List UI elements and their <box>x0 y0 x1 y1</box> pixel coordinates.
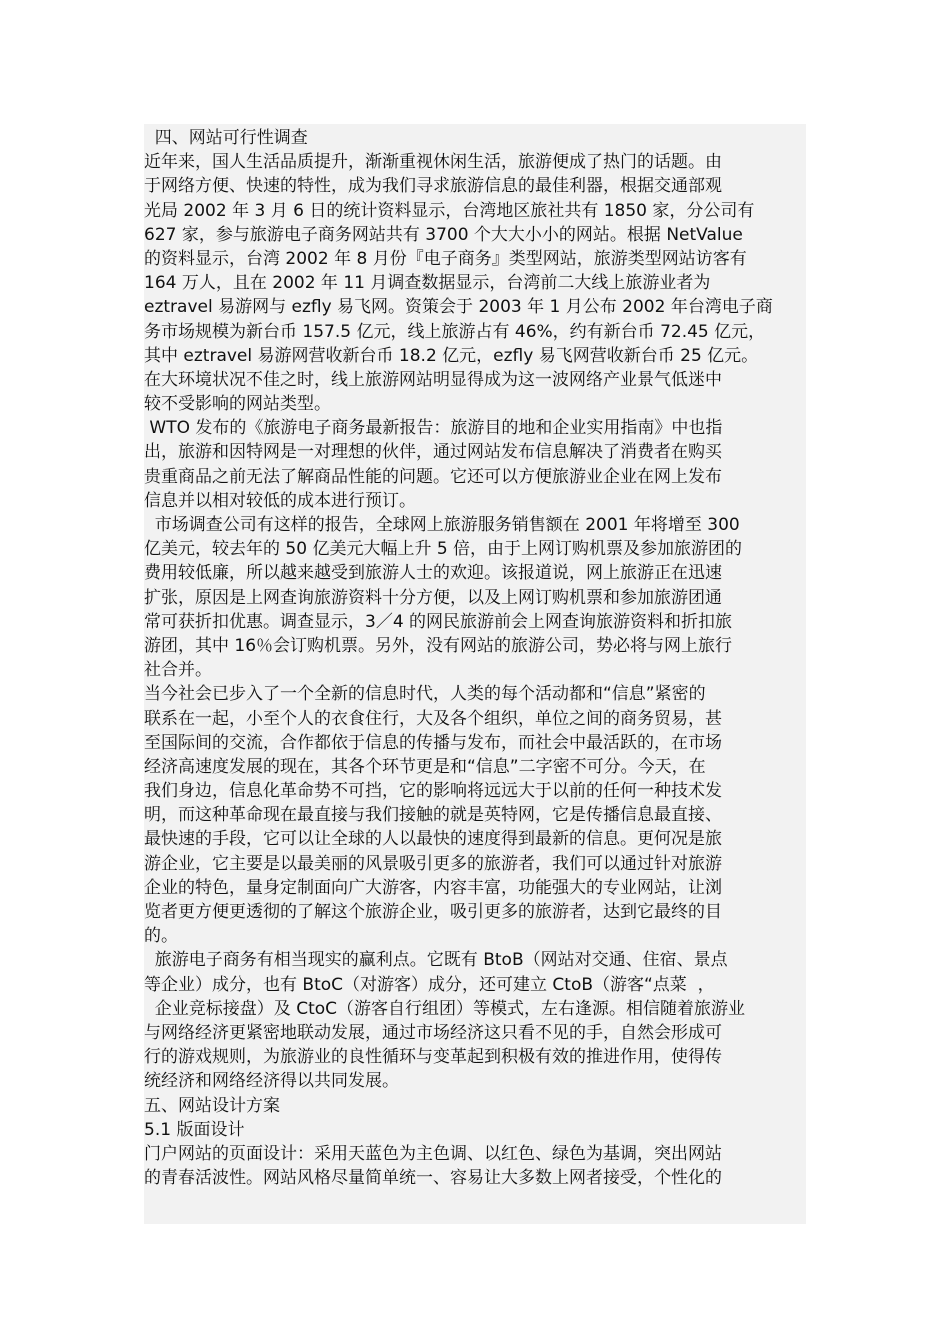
text-line: 联系在一起，小至个人的衣食住行，大及各个组织，单位之间的商务贸易，甚 <box>144 708 722 729</box>
text-line: 164 万人，且在 2002 年 11 月调查数据显示，台湾前二大线上旅游业者为 <box>144 273 711 294</box>
text-line: 旅游电子商务有相当现实的赢利点。它既有 BtoB（网站对交通、住宿、景点 <box>144 950 728 971</box>
text-line: 的青春活波性。网站风格尽量简单统一、容易让大多数上网者接受，个性化的 <box>144 1168 722 1189</box>
text-line: 光局 2002 年 3 月 6 日的统计资料显示，台湾地区旅社共有 1850 家，分公司有 <box>144 200 755 221</box>
text-line: 与网络经济更紧密地联动发展，通过市场经济这只看不见的手，自然会形成可 <box>144 1022 722 1043</box>
text-line: 经济高速度发展的现在，其各个环节更是和“信息”二字密不可分。今天，在 <box>144 756 706 777</box>
text-line: 五、网站设计方案 <box>144 1095 280 1116</box>
document-body <box>144 126 814 1190</box>
text-line: 明，而这种革命现在最直接与我们接触的就是英特网，它是传播信息最直接、 <box>144 805 722 826</box>
text-line: 出，旅游和因特网是一对理想的伙伴，通过网站发布信息解决了消费者在购买 <box>144 442 722 463</box>
text-line: 其中 eztravel 易游网营收新台币 18.2 亿元，ezfly 易飞网营收新台币 25 亿元。 <box>144 345 759 366</box>
text-line: 的。 <box>144 926 178 947</box>
text-line: 亿美元，较去年的 50 亿美元大幅上升 5 倍，由于上网订购机票及参加旅游团的 <box>144 539 743 560</box>
text-line: 5.1 版面设计 <box>144 1119 245 1140</box>
text-line: 社合并。 <box>144 660 212 681</box>
text-line: 览者更方便更透彻的了解这个旅游企业，吸引更多的旅游者，达到它最终的目 <box>144 902 722 922</box>
text-line: 行的游戏规则，为旅游业的良性循环与变革起到积极有效的推进作用，使得传 <box>144 1047 722 1068</box>
text-line: 常可获折扣优惠。调查显示，3／4 的网民旅游前会上网查询旅游资料和折扣旅 <box>144 611 733 632</box>
text-line: 费用较低廉，所以越来越受到旅游人士的欢迎。该报道说，网上旅游正在迅速 <box>144 563 722 584</box>
text-line: 门户网站的页面设计：采用天蓝色为主色调、以红色、绿色为基调，突出网站 <box>144 1143 722 1164</box>
text-line: 企业竞标接盘）及 CtoC（游客自行组团）等模式，左右逢源。相信随着旅游业 <box>144 998 746 1019</box>
text-line: 四、网站可行性调查 <box>144 128 308 148</box>
text-line: 企业的特色，量身定制面向广大游客，内容丰富，功能强大的专业网站，让浏 <box>144 877 722 898</box>
text-line: 在大环境状况不佳之时，线上旅游网站明显得成为这一波网络产业景气低迷中 <box>144 369 722 390</box>
text-line: eztravel 易游网与 ezfly 易飞网。资策会于 2003 年 1 月公布 2002 年台湾电子商 <box>144 297 773 318</box>
text-line: 等企业）成分，也有 BtoC（对游客）成分，还可建立 CtoB（游客“点菜 ， <box>144 974 715 995</box>
text-line: 游团，其中 16％会订购机票。另外，没有网站的旅游公司，势必将与网上旅行 <box>144 635 733 656</box>
text-line: 务市场规模为新台币 157.5 亿元，线上旅游占有 46%，约有新台币 72.45 亿元， <box>144 321 766 342</box>
text-line: 627 家，参与旅游电子商务网站共有 3700 个大大小小的网站。根据 NetValue <box>144 224 743 245</box>
text-line: 贵重商品之前无法了解商品性能的问题。它还可以方便旅游业企业在网上发布 <box>144 466 722 487</box>
text-line: WTO 发布的《旅游电子商务最新报告：旅游目的地和企业实用指南》中也指 <box>144 418 723 439</box>
text-line: 于网络方便、快速的特性，成为我们寻求旅游信息的最佳利器，根据交通部观 <box>144 176 722 197</box>
text-line: 市场调查公司有这样的报告，全球网上旅游服务销售额在 2001 年将增至 300 <box>144 515 740 535</box>
text-line: 最快速的手段，它可以让全球的人以最快的速度得到最新的信息。更何况是旅 <box>144 829 722 850</box>
text-line: 我们身边，信息化革命势不可挡，它的影响将远远大于以前的任何一种技术发 <box>144 781 722 802</box>
text-line: 当今社会已步入了一个全新的信息时代，人类的每个活动都和“信息”紧密的 <box>144 684 706 705</box>
text-line: 至国际间的交流，合作都依于信息的传播与发布，而社会中最活跃的，在市场 <box>144 732 722 753</box>
text-line: 较不受影响的网站类型。 <box>144 394 331 415</box>
text-line: 游企业，它主要是以最美丽的风景吸引更多的旅游者，我们可以通过针对旅游 <box>144 853 722 874</box>
text-line: 统经济和网络经济得以共同发展。 <box>144 1071 399 1092</box>
text-line: 近年来，国人生活品质提升，渐渐重视休闲生活，旅游便成了热门的话题。由 <box>144 152 722 173</box>
text-line: 扩张，原因是上网查询旅游资料十分方便，以及上网订购机票和参加旅游团通 <box>144 587 722 608</box>
text-line: 信息并以相对较低的成本进行预订。 <box>144 490 416 511</box>
text-line: 的资料显示，台湾 2002 年 8 月份『电子商务』类型网站，旅游类型网站访客有 <box>144 248 747 269</box>
